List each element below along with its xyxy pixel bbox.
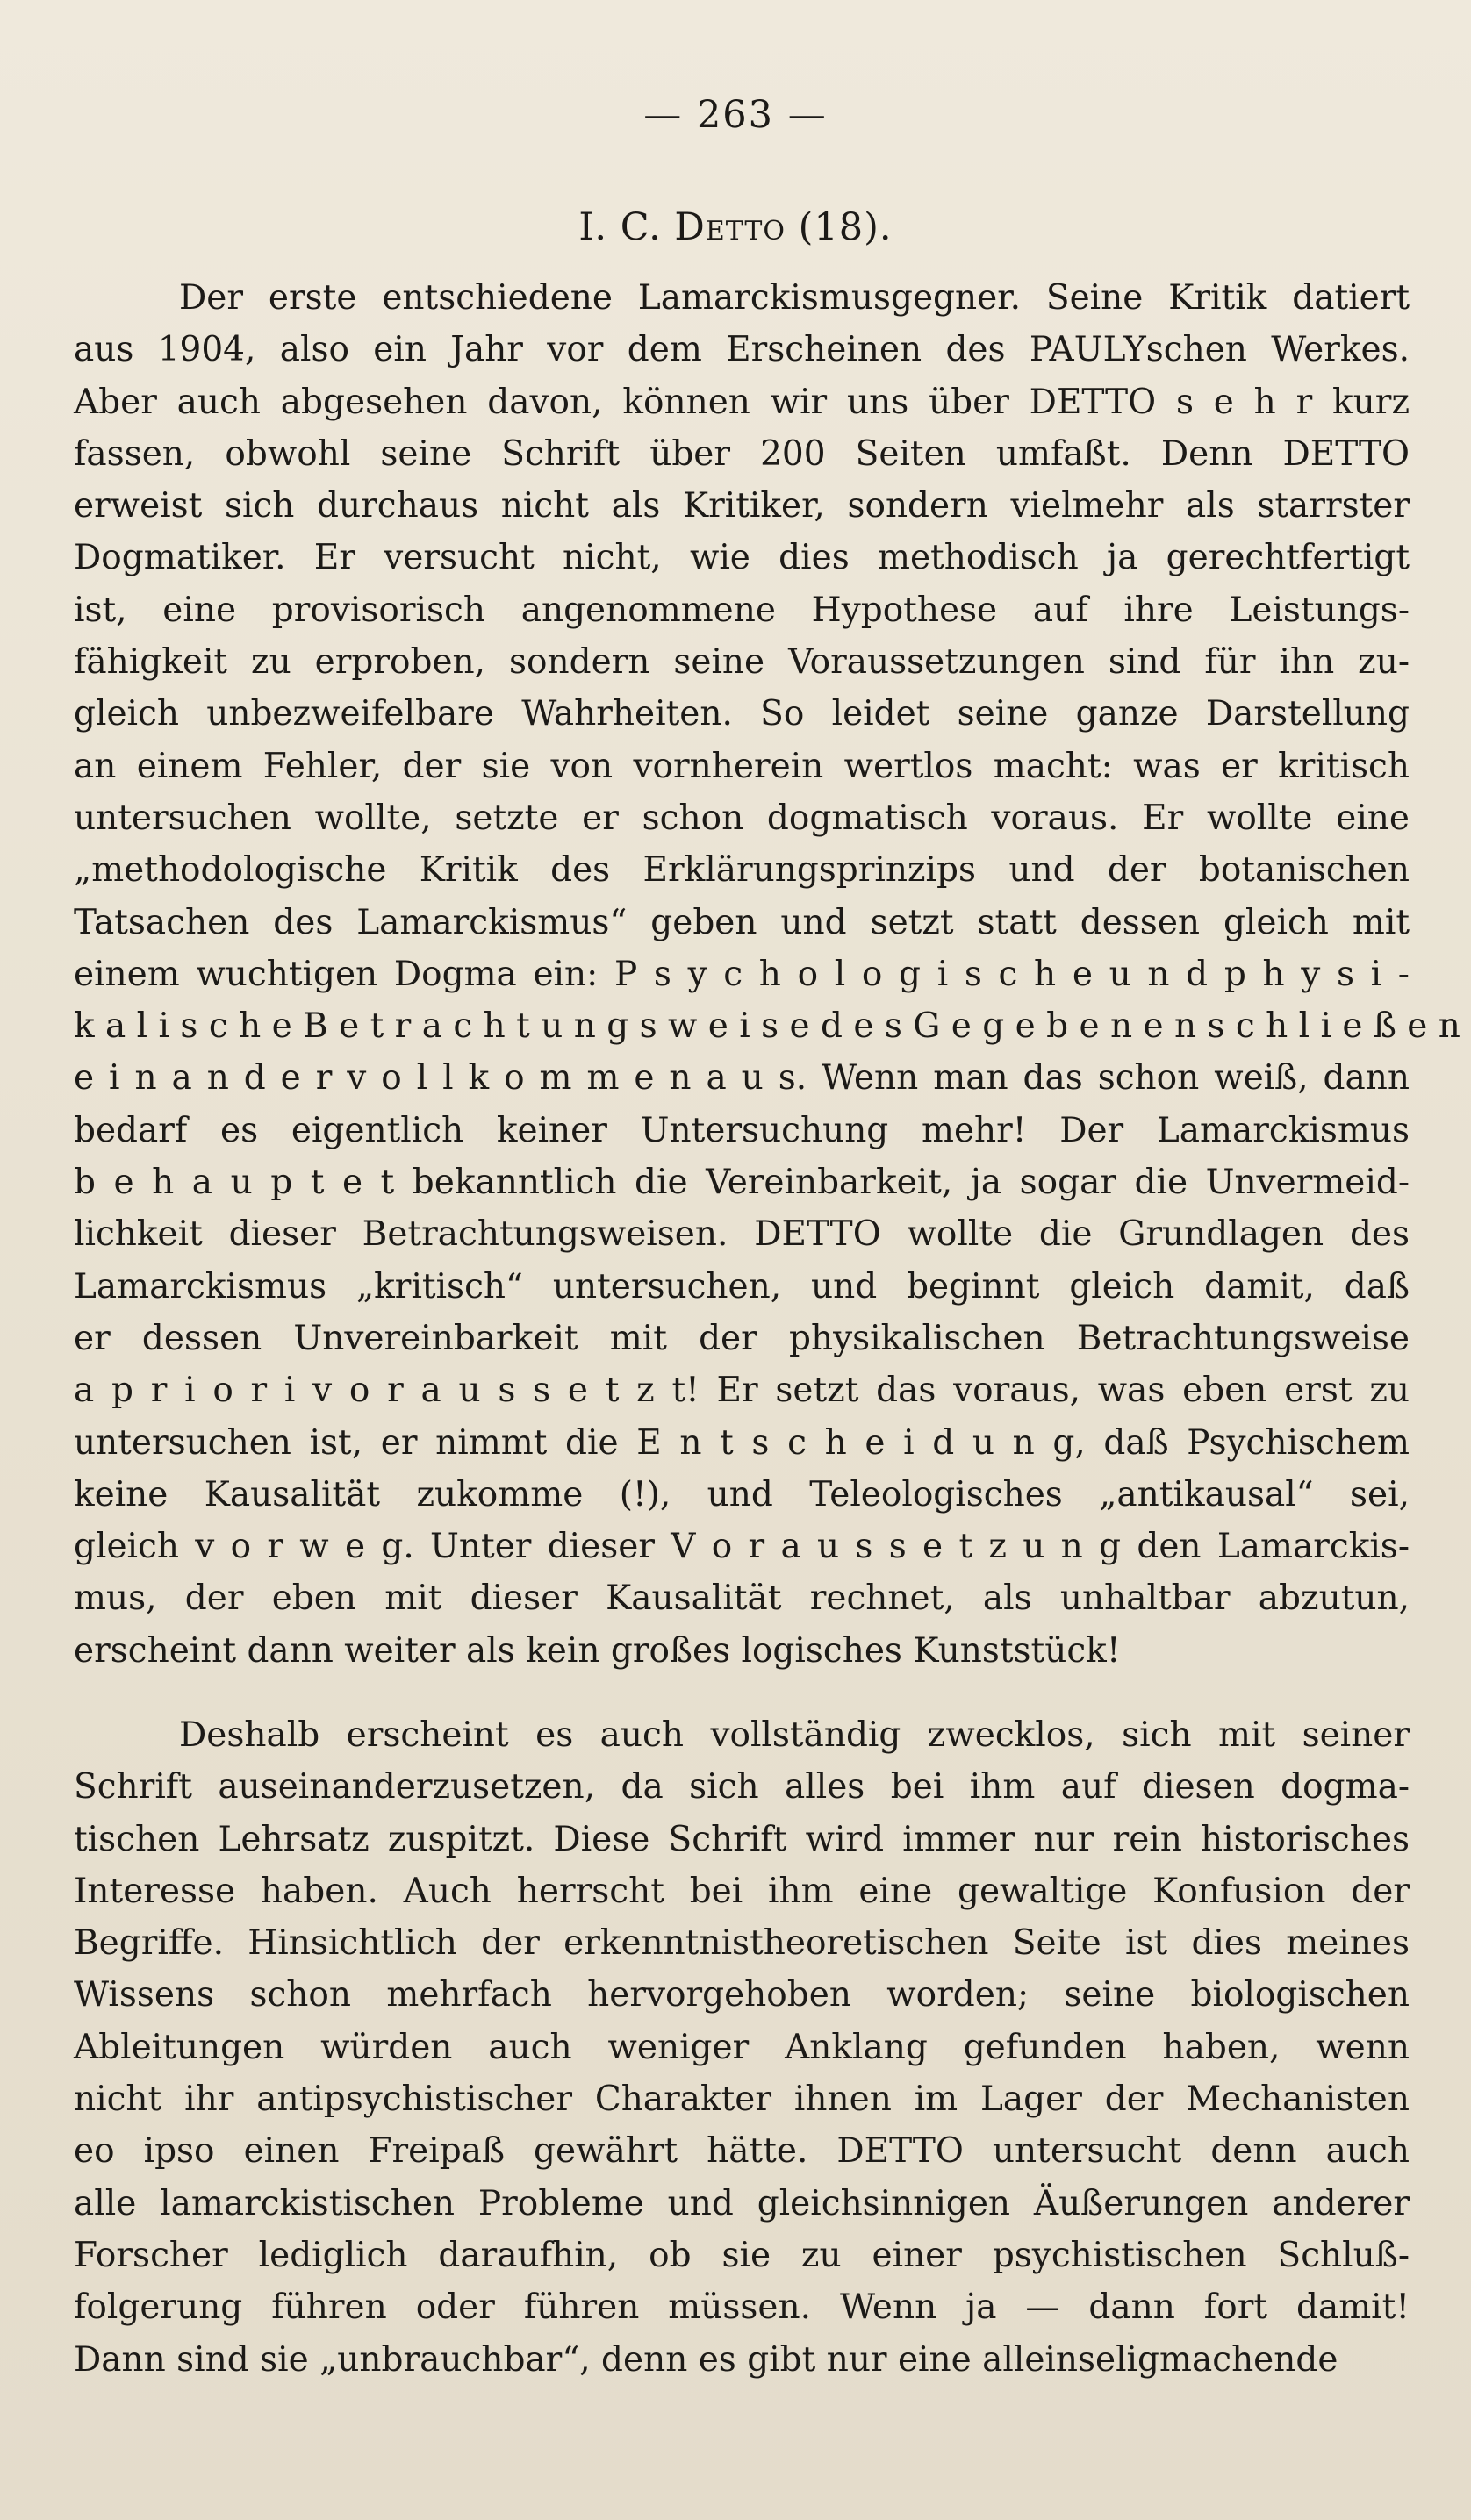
text-line: Schrift auseinanderzusetzen, da sich alles bei ihm auf diesen dogma- xyxy=(74,1767,1410,1808)
text-line: untersuchen ist, er nimmt die E n t s c h e i d u n g, daß Psychischem xyxy=(74,1422,1410,1463)
section-heading: I. C. Detto (18). xyxy=(578,205,893,249)
text-line: bedarf es eigentlich keiner Untersuchung mehr! Der Lamarckismus xyxy=(74,1110,1410,1150)
text-line: e i n a n d e r v o l l k o m m e n a u s. Wenn man das schon weiß, dann xyxy=(74,1058,1410,1099)
text-line: Wissens schon mehrfach hervorgehoben worden; seine biologischen xyxy=(74,1975,1410,2015)
text-line: lichkeit dieser Betrachtungsweisen. DETTO wollte die Grundlagen des xyxy=(74,1214,1410,1255)
text-line: untersuchen wollte, setzte er schon dogmatisch voraus. Er wollte eine xyxy=(74,798,1410,838)
text-line: keine Kausalität zukomme (!), und Teleologisches „antikausal“ sei, xyxy=(74,1474,1410,1514)
paragraph-1 xyxy=(74,272,1460,1677)
text-line: erweist sich durchaus nicht als Kritiker, sondern vielmehr als starrster xyxy=(74,486,1410,526)
text-line: Tatsachen des Lamarckismus“ geben und setzt statt dessen gleich mit xyxy=(74,902,1410,942)
text-line: Begriffe. Hinsichtlich der erkenntnistheoretischen Seite ist dies meines xyxy=(74,1923,1410,1964)
text-line: aus 1904, also ein Jahr vor dem Erscheinen des PAULYschen Werkes. xyxy=(74,330,1410,370)
text-line: gleich v o r w e g. Unter dieser V o r a u s s e t z u n g den Lamarckis- xyxy=(74,1527,1410,1567)
text-line: „methodologische Kritik des Erklärungsprinzips und der botanischen xyxy=(74,850,1410,891)
text-line: alle lamarckistischen Probleme und gleichsinnigen Äußerungen anderer xyxy=(74,2183,1410,2223)
text-line: Deshalb erscheint es auch vollständig zwecklos, sich mit seiner xyxy=(179,1715,1410,1755)
text-line: folgerung führen oder führen müssen. Wenn ja — dann fort damit! xyxy=(74,2287,1410,2328)
text-line: er dessen Unvereinbarkeit mit der physikalischen Betrachtungsweise xyxy=(74,1318,1410,1358)
text-line: an einem Fehler, der sie von vornherein wertlos macht: was er kritisch xyxy=(74,746,1410,786)
text-line: b e h a u p t e t bekanntlich die Vereinbarkeit, ja sogar die Unvermeid- xyxy=(74,1163,1410,1203)
text-line: gleich unbezweifelbare Wahrheiten. So leidet seine ganze Darstellung xyxy=(74,694,1410,734)
text-line: Forscher lediglich daraufhin, ob sie zu einer psychistischen Schluß- xyxy=(74,2235,1410,2275)
text-line: Interesse haben. Auch herrscht bei ihm eine gewaltige Konfusion der xyxy=(74,1871,1410,1911)
text-line: ist, eine provisorisch angenommene Hypothese auf ihre Leistungs- xyxy=(74,590,1410,630)
text-line: Ableitungen würden auch weniger Anklang gefunden haben, wenn xyxy=(74,2027,1410,2067)
text-line: nicht ihr antipsychistischer Charakter ihnen im Lager der Mechanisten xyxy=(74,2080,1410,2120)
text-line: Dogmatiker. Er versucht nicht, wie dies methodisch ja gerechtfertigt xyxy=(74,538,1410,578)
text-line: Der erste entschiedene Lamarckismusgegner. Seine Kritik datiert xyxy=(179,278,1410,318)
text-line: Lamarckismus „kritisch“ untersuchen, und beginnt gleich damit, daß xyxy=(74,1266,1410,1307)
text-line: fähigkeit zu erproben, sondern seine Voraussetzungen sind für ihn zu- xyxy=(74,642,1410,683)
text-line: a p r i o r i v o r a u s s e t z t! Er setzt das voraus, was eben erst zu xyxy=(74,1371,1410,1411)
text-line: eo ipso einen Freipaß gewährt hätte. DETTO untersucht denn auch xyxy=(74,2131,1410,2172)
paragraph-2 xyxy=(74,1709,1410,2386)
text-line: mus, der eben mit dieser Kausalität rechnet, als unhaltbar abzutun, xyxy=(74,1579,1410,1619)
text-line: tischen Lehrsatz zuspitzt. Diese Schrift wird immer nur rein historisches xyxy=(74,1819,1410,1859)
text-line: Aber auch abgesehen davon, können wir uns über DETTO s e h r kurz xyxy=(74,382,1410,422)
text-line: k a l i s c h e B e t r a c h t u n g s w e i s e d e s G e g e b e n e n s c h l i e ß e n xyxy=(74,1006,1460,1047)
text-line: fassen, obwohl seine Schrift über 200 Seiten umfaßt. Denn DETTO xyxy=(74,433,1410,474)
text-line: Dann sind sie „unbrauchbar“, denn es gibt nur eine alleinseligmachende xyxy=(74,2339,1338,2380)
page-number: — 263 — xyxy=(643,93,828,137)
text-line: erscheint dann weiter als kein großes logisches Kunststück! xyxy=(74,1630,1121,1671)
text-line: einem wuchtigen Dogma ein: P s y c h o l o g i s c h e u n d p h y s i - xyxy=(74,954,1410,994)
